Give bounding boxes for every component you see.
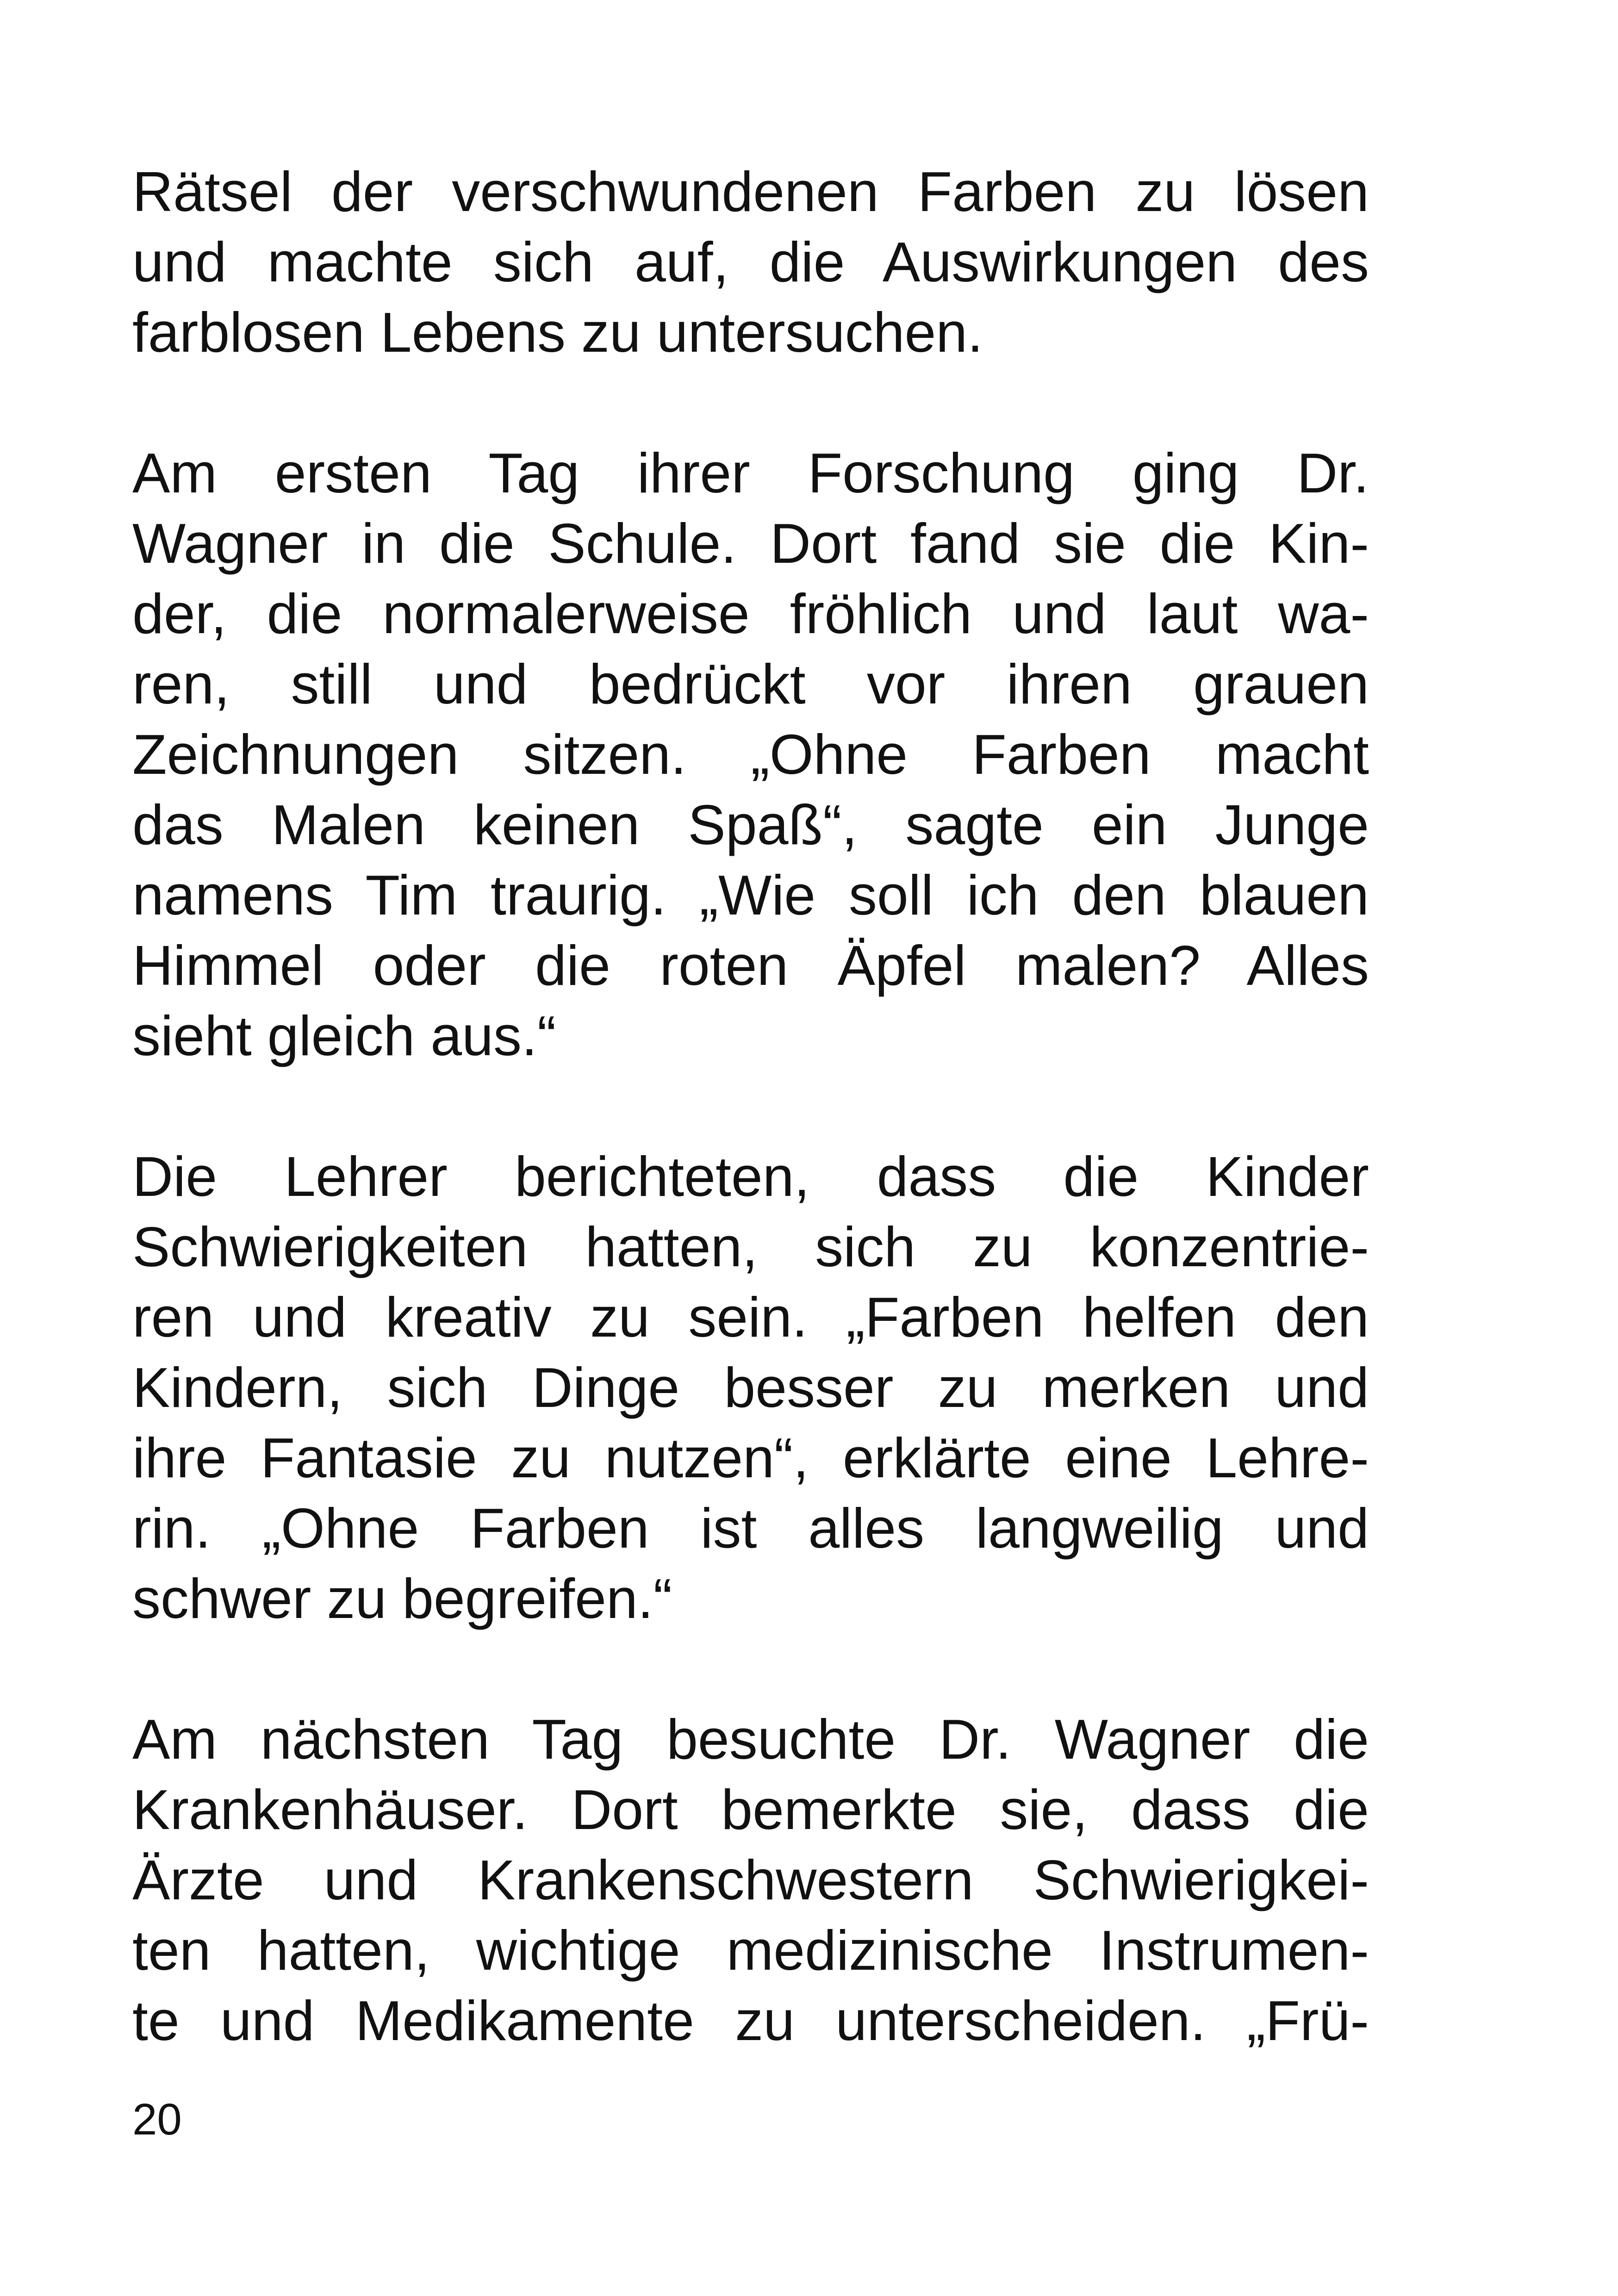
text-line: Am ersten Tag ihrer Forschung ging Dr. bbox=[132, 442, 1369, 504]
text-line: Schwierigkeiten hatten, sich zu konzentrie- bbox=[132, 1215, 1369, 1278]
text-line: schwer zu begreifen.“ bbox=[132, 1567, 672, 1630]
text-line: namens Tim traurig. „Wie soll ich den blauen bbox=[132, 864, 1369, 927]
paragraph-3 bbox=[132, 1141, 1369, 1634]
text-line: te und Medikamente zu unterscheiden. „Frü- bbox=[132, 1989, 1369, 2052]
text-line: Am nächsten Tag besuchte Dr. Wagner die bbox=[132, 1708, 1369, 1771]
paragraph-4 bbox=[132, 1704, 1369, 2056]
text-line: ren, still und bedrückt vor ihren grauen bbox=[132, 653, 1369, 716]
text-line: ren und kreativ zu sein. „Farben helfen den bbox=[132, 1286, 1369, 1349]
text-line: ten hatten, wichtige medizinische Instrumen- bbox=[132, 1919, 1369, 1982]
text-line: das Malen keinen Spaß“, sagte ein Junge bbox=[132, 793, 1369, 856]
text-line: und machte sich auf, die Auswirkungen des bbox=[132, 230, 1369, 293]
text-line: Die Lehrer berichteten, dass die Kinder bbox=[132, 1145, 1369, 1208]
text-line: Zeichnungen sitzen. „Ohne Farben macht bbox=[132, 723, 1369, 786]
text-line: Wagner in die Schule. Dort fand sie die Kin- bbox=[132, 512, 1369, 575]
text-line: Rätsel der verschwundenen Farben zu lösen bbox=[132, 160, 1369, 223]
text-line: rin. „Ohne Farben ist alles langweilig und bbox=[132, 1497, 1369, 1560]
text-line: der, die normalerweise fröhlich und laut wa- bbox=[132, 582, 1369, 645]
body-text bbox=[132, 156, 1369, 2126]
text-line: Himmel oder die roten Äpfel malen? Alles bbox=[132, 934, 1369, 997]
paragraph-2 bbox=[132, 438, 1369, 1071]
text-line: Krankenhäuser. Dort bemerkte sie, dass die bbox=[132, 1778, 1369, 1841]
text-line: sieht gleich aus.“ bbox=[132, 1004, 556, 1067]
text-line: farblosen Lebens zu untersuchen. bbox=[132, 301, 983, 364]
text-line: Kindern, sich Dinge besser zu merken und bbox=[132, 1356, 1369, 1419]
paragraph-1 bbox=[132, 156, 1369, 367]
text-line: Ärzte und Krankenschwestern Schwierigkei- bbox=[132, 1848, 1369, 1911]
page-number: 20 bbox=[132, 2095, 182, 2144]
text-line: ihre Fantasie zu nutzen“, erklärte eine Lehre- bbox=[132, 1426, 1369, 1489]
